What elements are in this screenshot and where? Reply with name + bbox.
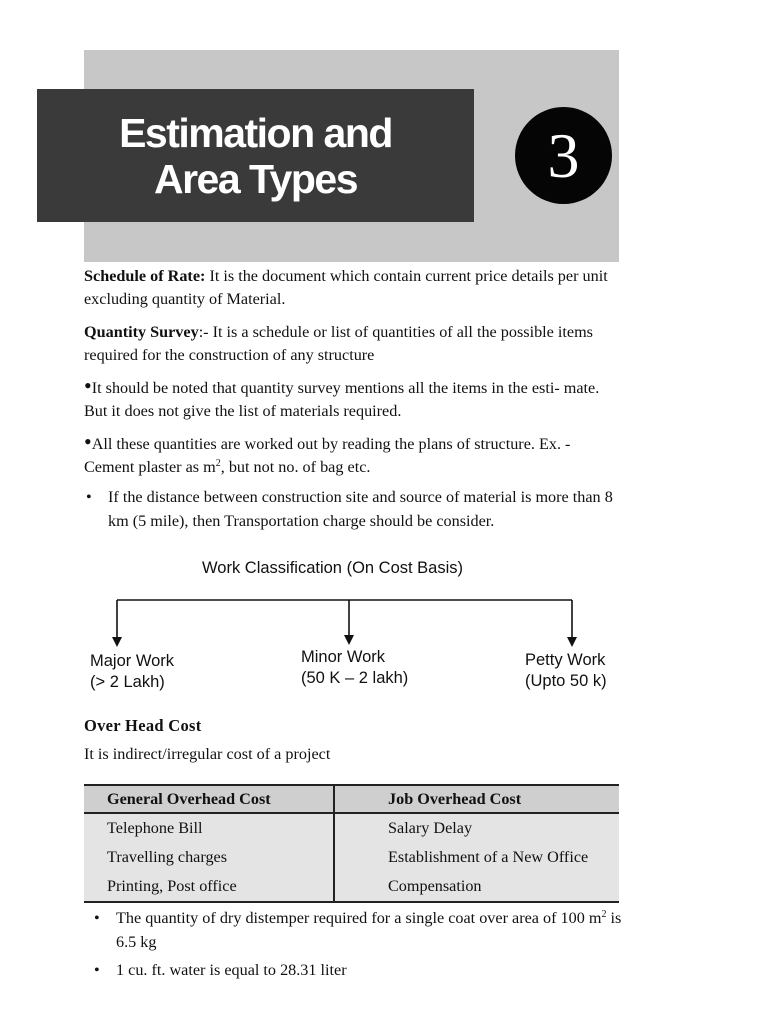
overhead-table	[84, 784, 619, 903]
chapter-title-line1: Estimation and	[119, 109, 392, 156]
table-cell: Travelling charges	[84, 843, 334, 872]
bullet-distemper	[92, 906, 632, 954]
bullet-icon: •	[84, 429, 92, 454]
chapter-number: 3	[547, 119, 580, 191]
bullet-text-cont: is 6.5 kg	[116, 909, 622, 951]
node-name: Minor Work	[301, 648, 386, 666]
node-minor-work	[301, 647, 408, 689]
table-row	[84, 872, 619, 902]
bullet-text: All these quantities are worked out by reading the plans of structure. Ex. - Cement plaster as m	[84, 435, 571, 476]
node-major-work	[90, 651, 174, 693]
table-header-row	[84, 785, 619, 813]
table-cell: Compensation	[334, 872, 619, 902]
table-cell: Establishment of a New Office	[334, 843, 619, 872]
diagram-title: Work Classification (On Cost Basis)	[202, 559, 464, 577]
bullet-transportation	[84, 485, 624, 533]
table-cell: Printing, Post office	[84, 872, 334, 902]
node-petty-work	[525, 650, 607, 692]
superscript-2: 2	[601, 909, 607, 920]
table-row	[84, 813, 619, 843]
bullet-text-cont: , but not no. of bag etc.	[220, 458, 371, 476]
table-cell: Telephone Bill	[84, 813, 334, 843]
overhead-description: It is indirect/irregular cost of a project	[84, 745, 331, 763]
node-name: Petty Work	[525, 651, 606, 669]
bullet-icon: •	[94, 961, 100, 979]
bullet-text: The quantity of dry distemper required for a single coat over area of 100 m	[116, 909, 602, 927]
table-cell: Salary Delay	[334, 813, 619, 843]
schedule-of-rate-label: Schedule of Rate:	[84, 267, 206, 285]
bullet-icon: •	[94, 909, 100, 927]
bullet-quantities-plans	[84, 429, 624, 479]
arrow-minor	[344, 635, 354, 645]
node-range: (50 K – 2 lakh)	[301, 669, 409, 687]
chapter-number-badge	[515, 107, 612, 204]
quantity-survey-paragraph	[84, 321, 620, 367]
column-header: General Overhead Cost	[84, 785, 334, 813]
schedule-of-rate-text: It is the document which contain current price details per unit excluding quantity of Material.	[84, 267, 608, 308]
bullet-text: 1 cu. ft. water is equal to 28.31 liter	[116, 961, 347, 979]
bullet-water-liter	[92, 958, 632, 982]
bullet-quantity-survey-note	[84, 373, 624, 423]
bullet-icon: •	[84, 373, 92, 398]
quantity-survey-text: :- It is a schedule or list of quantities of all the possible items required for the construction of any structure	[84, 323, 593, 364]
bullet-text: It should be noted that quantity survey mentions all the items in the esti- mate. But it does not give the list of materials required.	[84, 379, 600, 420]
node-range: (Upto 50 k)	[525, 672, 607, 690]
quantity-survey-label: Quantity Survey	[84, 323, 199, 341]
superscript-2: 2	[215, 458, 221, 469]
bullet-icon: •	[86, 488, 92, 506]
arrow-petty	[567, 637, 577, 647]
overhead-heading: Over Head Cost	[84, 716, 202, 735]
schedule-of-rate-paragraph	[84, 265, 620, 311]
chapter-title-line2: Area Types	[153, 155, 357, 202]
node-name: Major Work	[90, 652, 175, 670]
table-row	[84, 843, 619, 872]
arrow-major	[112, 637, 122, 647]
column-header: Job Overhead Cost	[334, 785, 619, 813]
node-range: (> 2 Lakh)	[90, 673, 165, 691]
bullet-text: If the distance between construction site and source of material is more than 8 km (5 mile), then Transportation charge should be consider.	[108, 488, 613, 530]
chapter-title-box	[37, 89, 474, 222]
bullet-text-wrap	[116, 906, 632, 954]
